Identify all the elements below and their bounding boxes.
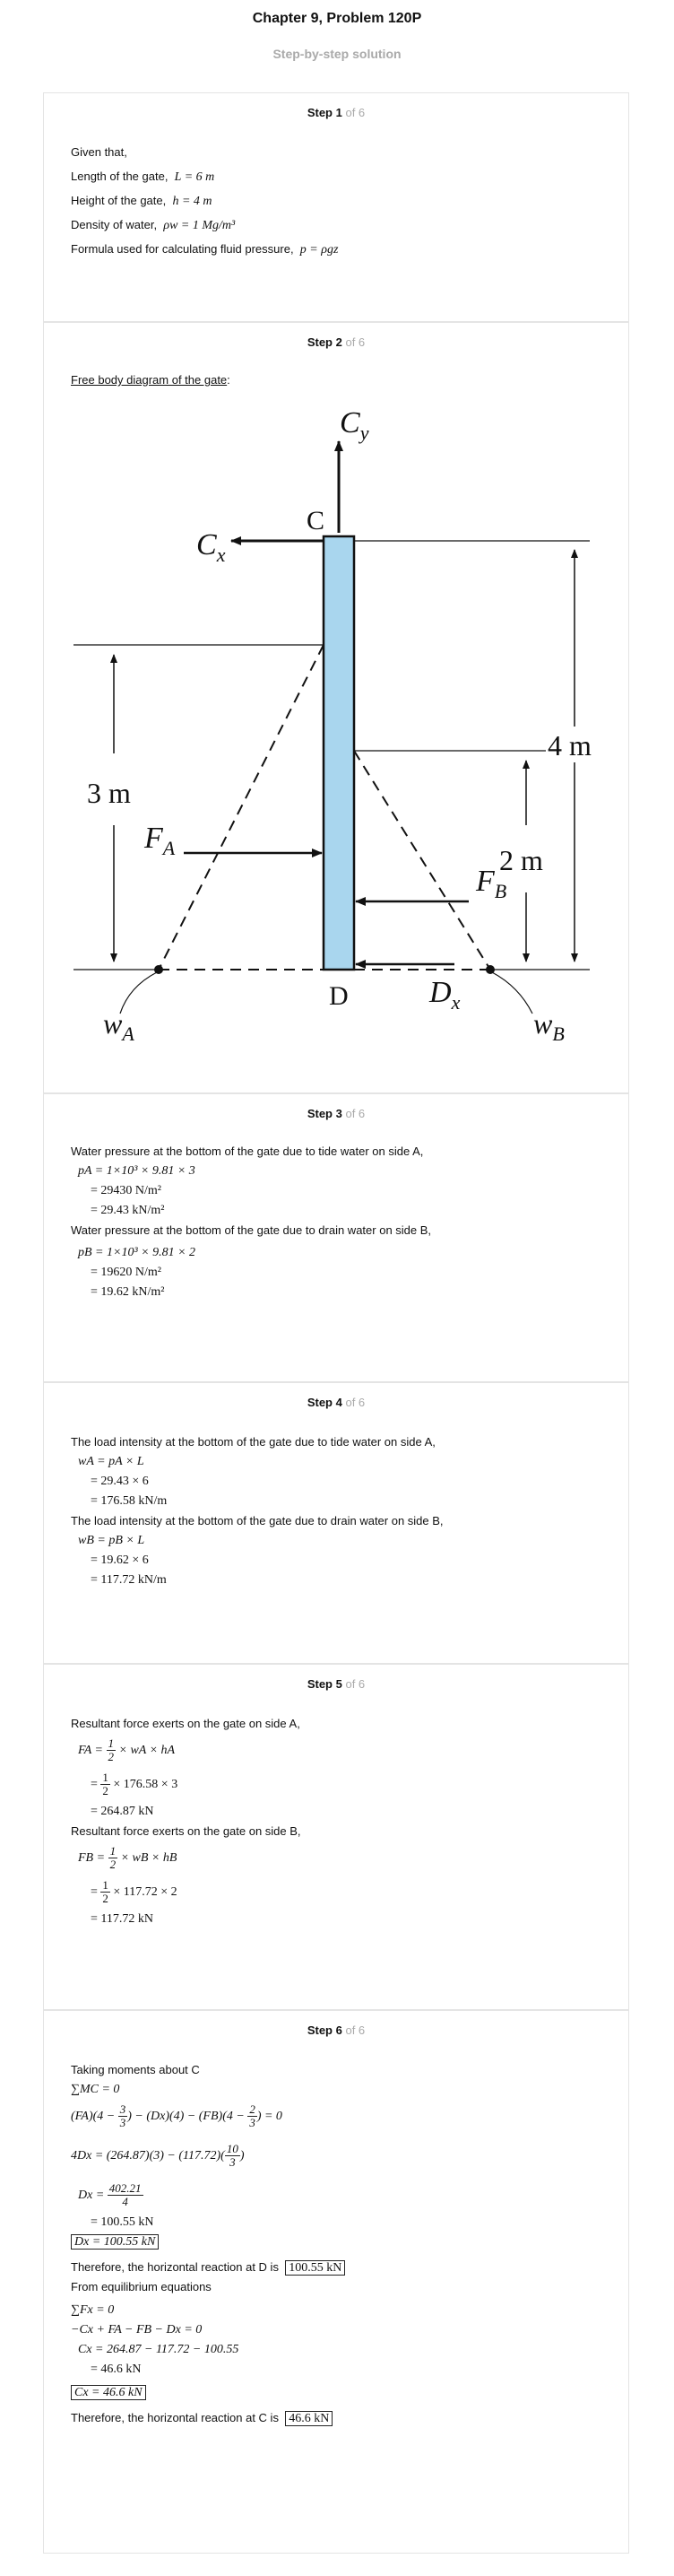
label-fa: $F_A$ — [144, 822, 176, 859]
density-label: Density of water, — [71, 218, 158, 231]
fa-eq-1: FA = $\frac{1}{2}$ × wA × hA — [78, 1736, 176, 1764]
density-eq: ρw = 1 Mg/m³ — [163, 219, 236, 232]
pa-eq-1: pA = 1×10³ × 9.81 × 3 — [78, 1164, 195, 1178]
step-5-card — [43, 1664, 629, 2010]
step-label: Step 3 — [307, 1107, 342, 1120]
step-6-card — [43, 2010, 629, 2554]
fb-eq-3: = 117.72 kN — [91, 1912, 153, 1926]
moments-label: Taking moments about C — [71, 2063, 200, 2076]
step-label: Step 1 — [307, 106, 342, 119]
load-b-text: The load intensity at the bottom of the gate due to drain water on side B, — [71, 1514, 444, 1527]
step-1-card — [43, 92, 629, 322]
moment-eq-1: (FA)(4 − $\frac{3}{3}$ ) − (Dx)(4) − (FB)(4 − $\frac{2}{3}$ ) = 0 — [71, 2102, 282, 2130]
step-label: Step 6 — [307, 2023, 342, 2037]
wa-eq-2: = 29.43 × 6 — [91, 1475, 149, 1488]
step-2-card — [43, 322, 629, 1093]
height-eq: h = 4 m — [172, 195, 212, 208]
wa-eq-1: wA = pA × L — [78, 1455, 144, 1468]
step-label: Step 2 — [307, 335, 342, 349]
horizontal-d-line: Therefore, the horizontal reaction at D is 100.55 kN — [71, 2258, 601, 2277]
sum-fx-eq: ∑Fx = 0 — [71, 2303, 115, 2317]
wa-eq-3: = 176.58 kN/m — [91, 1494, 168, 1508]
step-3-card — [43, 1093, 629, 1382]
pressure-a-text: Water pressure at the bottom of the gate due to tide water on side A, — [71, 1144, 424, 1158]
fbd-label: Free body diagram of the gate — [71, 373, 228, 387]
wb-eq-2: = 19.62 × 6 — [91, 1553, 149, 1567]
label-3m: 3 m — [87, 777, 131, 809]
step-of: of 6 — [345, 335, 366, 349]
fa-eq-2: = $\frac{1}{2}$ × 176.58 × 3 — [91, 1771, 178, 1798]
pa-eq-3: = 29.43 kN/m² — [91, 1204, 165, 1217]
pb-eq-3: = 19.62 kN/m² — [91, 1285, 165, 1299]
height-label: Height of the gate, — [71, 194, 167, 207]
wb-leader — [492, 972, 532, 1014]
dash-b-slant — [354, 751, 490, 970]
horizontal-c-line: Therefore, the horizontal reaction at C is 46.6 kN — [71, 2408, 601, 2428]
step-4-card — [43, 1382, 629, 1664]
step-1-header — [44, 106, 628, 119]
moment-eq-4: = 100.55 kN — [91, 2215, 154, 2229]
dx-result-box: Dx = 100.55 kN — [71, 2232, 601, 2252]
step-label: Step 5 — [307, 1677, 342, 1691]
label-wa: $w_A$ — [103, 1007, 134, 1040]
length-eq: L = 6 m — [174, 170, 215, 184]
step-5-header — [44, 1677, 628, 1691]
sum-mc-eq: ∑MC = 0 — [71, 2083, 120, 2096]
step-2-header — [44, 335, 628, 349]
pressure-b-text: Water pressure at the bottom of the gate due to drain water on side B, — [71, 1223, 432, 1237]
label-fb: $F_B$ — [476, 865, 507, 902]
label-wb: $w_B$ — [533, 1007, 565, 1040]
moment-eq-2: 4Dx = (264.87)(3) − (117.72)( $\frac{10}{3}$ ) — [71, 2142, 245, 2170]
step-of: of 6 — [345, 106, 366, 119]
page-subtitle: Step-by-step solution — [272, 47, 402, 61]
pa-eq-2: = 29430 N/m² — [91, 1184, 161, 1197]
fa-eq-3: = 264.87 kN — [91, 1805, 154, 1818]
resultant-a-text: Resultant force exerts on the gate on side A, — [71, 1717, 300, 1730]
fx-eq: −Cx + FA − FB − Dx = 0 — [71, 2323, 203, 2337]
label-cx: $C_x$ — [196, 528, 226, 566]
fbd-colon: : — [227, 373, 230, 387]
label-dx: $D_x$ — [429, 976, 461, 1014]
step-6-header — [44, 2023, 628, 2037]
cx-eq-1: Cx = 264.87 − 117.72 − 100.55 — [78, 2343, 239, 2356]
free-body-diagram — [44, 395, 628, 1040]
fb-eq-2: = $\frac{1}{2}$ × 117.72 × 2 — [91, 1878, 177, 1906]
label-4m: 4 m — [548, 729, 592, 761]
step-of: of 6 — [345, 1396, 366, 1409]
fb-eq-1: FB = $\frac{1}{2}$ × wB × hB — [78, 1844, 177, 1872]
cx-eq-2: = 46.6 kN — [91, 2363, 142, 2376]
moment-eq-3: Dx = $\frac{402.21}{4}$ — [78, 2181, 142, 2209]
wb-eq-1: wB = pB × L — [78, 1534, 145, 1547]
formula-label: Formula used for calculating fluid pressure, — [71, 242, 294, 256]
formula-eq: p = ρgz — [299, 243, 339, 257]
pb-eq-1: pB = 1×10³ × 9.81 × 2 — [78, 1246, 196, 1259]
length-label: Length of the gate, — [71, 170, 168, 183]
label-d: D — [329, 981, 349, 1011]
resultant-b-text: Resultant force exerts on the gate on side B, — [71, 1824, 301, 1838]
dash-a-slant — [159, 645, 324, 970]
step-of: of 6 — [345, 1677, 366, 1691]
step-label: Step 4 — [307, 1396, 342, 1409]
step-of: of 6 — [345, 1107, 366, 1120]
step-3-header — [44, 1107, 628, 1120]
cx-result-box: Cx = 46.6 kN — [71, 2383, 601, 2403]
step-of: of 6 — [345, 2023, 366, 2037]
equilibrium-label: From equilibrium equations — [71, 2280, 212, 2293]
step-4-header — [44, 1396, 628, 1409]
given-text: Given that, — [71, 145, 127, 159]
label-cy: $C_y$ — [340, 406, 369, 444]
pb-eq-2: = 19620 N/m² — [91, 1266, 161, 1279]
label-2m: 2 m — [499, 844, 543, 876]
load-a-text: The load intensity at the bottom of the gate due to tide water on side A, — [71, 1435, 436, 1449]
gate-rect — [324, 536, 354, 970]
wa-leader — [120, 972, 157, 1014]
wb-eq-3: = 117.72 kN/m — [91, 1573, 167, 1587]
label-c: C — [307, 506, 325, 535]
page-title: Chapter 9, Problem 120P — [252, 11, 422, 26]
